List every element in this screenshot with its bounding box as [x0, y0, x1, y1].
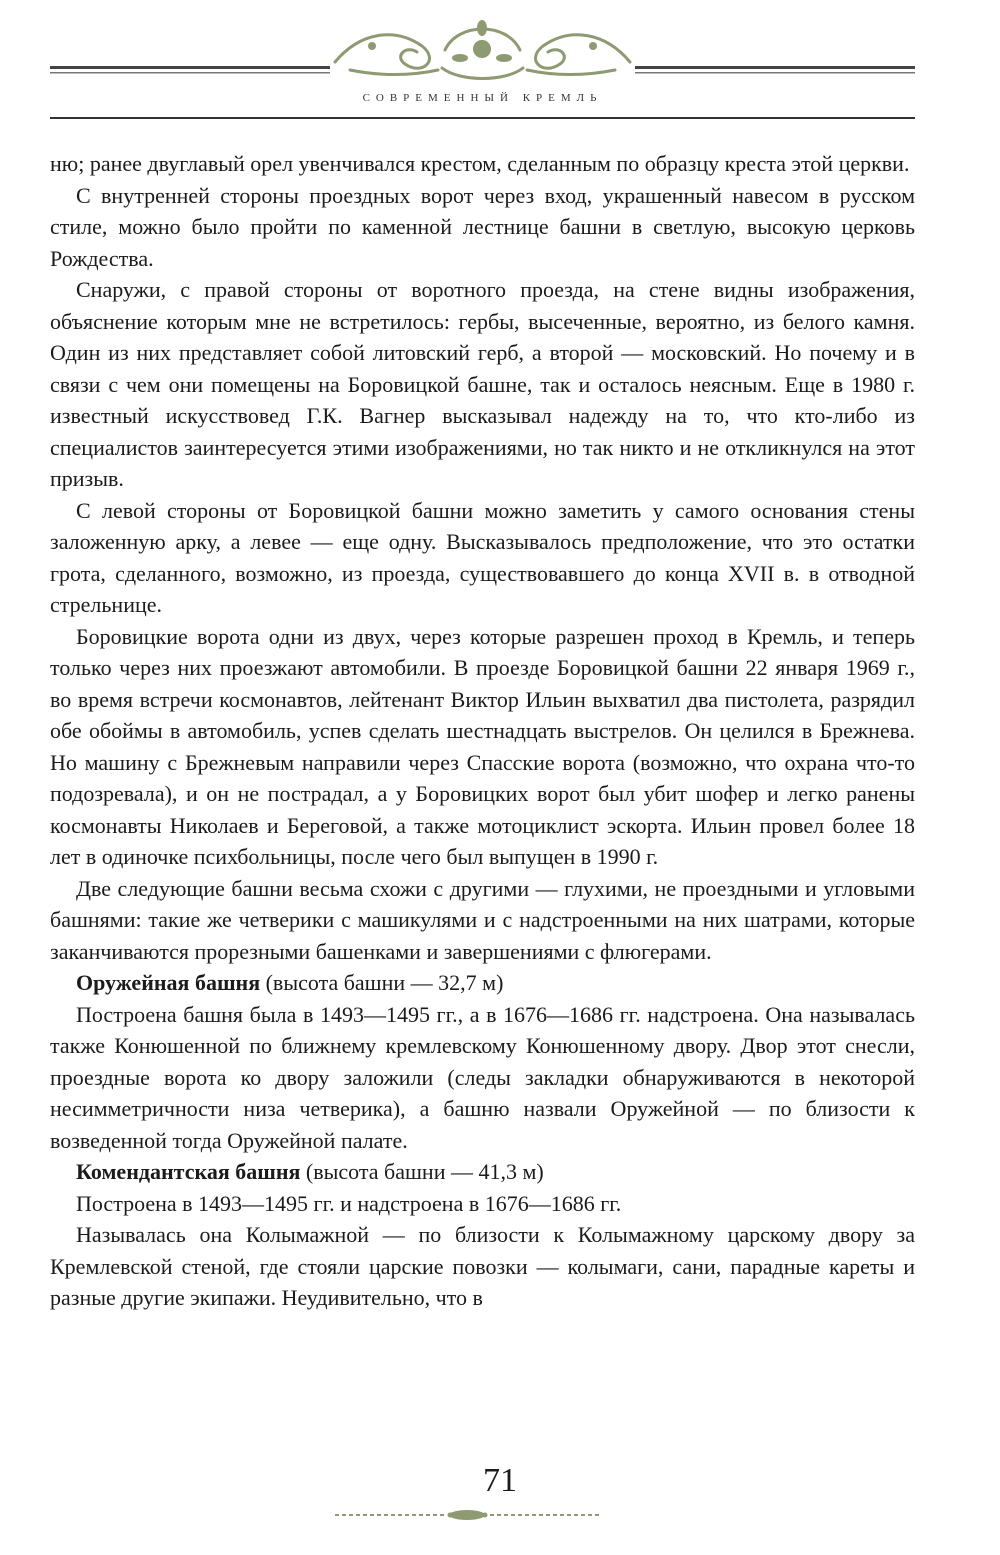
- commandant-tower-title: Комендантская башня: [76, 1159, 301, 1184]
- paragraph-1: ню; ранее двуглавый орел увенчивался крестом, сделанным по образцу креста этой церкви.: [50, 151, 910, 176]
- commandant-tower-heading: [50, 1156, 915, 1188]
- armory-tower-height: (высота башни — 32,7 м): [265, 970, 504, 995]
- commandant-tower-text-2: Называлась она Колымажной — по близости к Колымажному царскому двору за Кремлевской стеной, где стояли царские повозки — колымаги, сани, парадные кареты и разные другие экипажи. Неудивительно, что в: [50, 1222, 915, 1310]
- header-ornament: [50, 12, 915, 87]
- footer-ornament: [335, 1508, 600, 1522]
- armory-tower-title: Оружейная башня: [76, 970, 261, 995]
- paragraph-4: С левой стороны от Боровицкой башни можно заметить у самого основания стены заложенную арку, а левее — еще одну. Высказывалось предположение, что это остатки грота, сделанного, возможно, из проезда, существовавшего до конца XVII в. в отводной стрельнице.: [50, 497, 915, 617]
- page-number: 71: [483, 1462, 517, 1499]
- paragraph-2: С внутренней стороны проездных ворот через вход, украшенный навесом в русском стиле, можно было пройти по каменной лестнице башни в светлую, высокую церковь Рождества.: [50, 182, 915, 271]
- paragraph-3: Снаружи, с правой стороны от воротного проезда, на стене видны изображения, объяснение которым мне не встретилось: гербы, высеченные, вероятно, из белого камня. Один из них представляет собой литовский герб, а второй — московский. Но почему и в связи с чем они помещены на Боровицкой башне, так и осталось неясным. Еще в 1980 г. известный искусствовед Г.К. Вагнер высказывал надежду на то, что кто-либо из специалистов заинтересуется этими изображениями, но так никто и не откликнулся на этот призыв.: [50, 277, 915, 491]
- paragraph-5: Боровицкие ворота одни из двух, через которые разрешен проход в Кремль, и теперь только через них проезжают автомобили. В проезде Боровицкой башни 22 января 1969 г., во время встречи космонавтов, лейтенант Виктор Ильин выхватил два пистолета, разрядил обе обоймы в автомобиль, успев сделать шестнадцать выстрелов. Он целился в Брежнева. Но машину с Брежневым направили через Спасские ворота (возможно, что охрана что-то подозревала), и он не пострадал, а у Боровицких ворот был убит шофер и легко ранены космонавты Николаев и Береговой, а также мотоциклист эскорта. Ильин провел более 18 лет в одиночке психбольницы, после чего был выпущен в 1990 г.: [50, 623, 915, 869]
- commandant-tower-text-1: Построена в 1493—1495 гг. и надстроена в 1676—1686 гг.: [76, 1190, 622, 1216]
- running-title: СОВРЕМЕННЫЙ КРЕМЛЬ: [362, 92, 603, 104]
- paragraph-6: Две следующие башни весьма схожи с другими — глухими, не проездными и угловыми башнями: такие же четверики с машикулями и с надстроенными на них шатрами, которые заканчиваются прорезными башенками и завершениями с флюгерами.: [50, 875, 915, 964]
- page-body: [50, 148, 915, 1314]
- header-rule: [50, 117, 915, 119]
- armory-tower-heading: [50, 967, 915, 999]
- armory-tower-text: Построена башня была в 1493—1495 гг., а в 1676—1686 гг. надстроена. Она называлась также Конюшенной по ближнему кремлевскому Конюшенному двору. Двор этот снесли, проездные ворота ко двору заложили (следы закладки обнаруживаются в некоторой несимметричности низа четверика), а башню назвали Оружейной — по близости к возведенной тогда Оружейной палате.: [50, 1001, 915, 1153]
- commandant-tower-height: (высота башни — 41,3 м): [305, 1159, 544, 1184]
